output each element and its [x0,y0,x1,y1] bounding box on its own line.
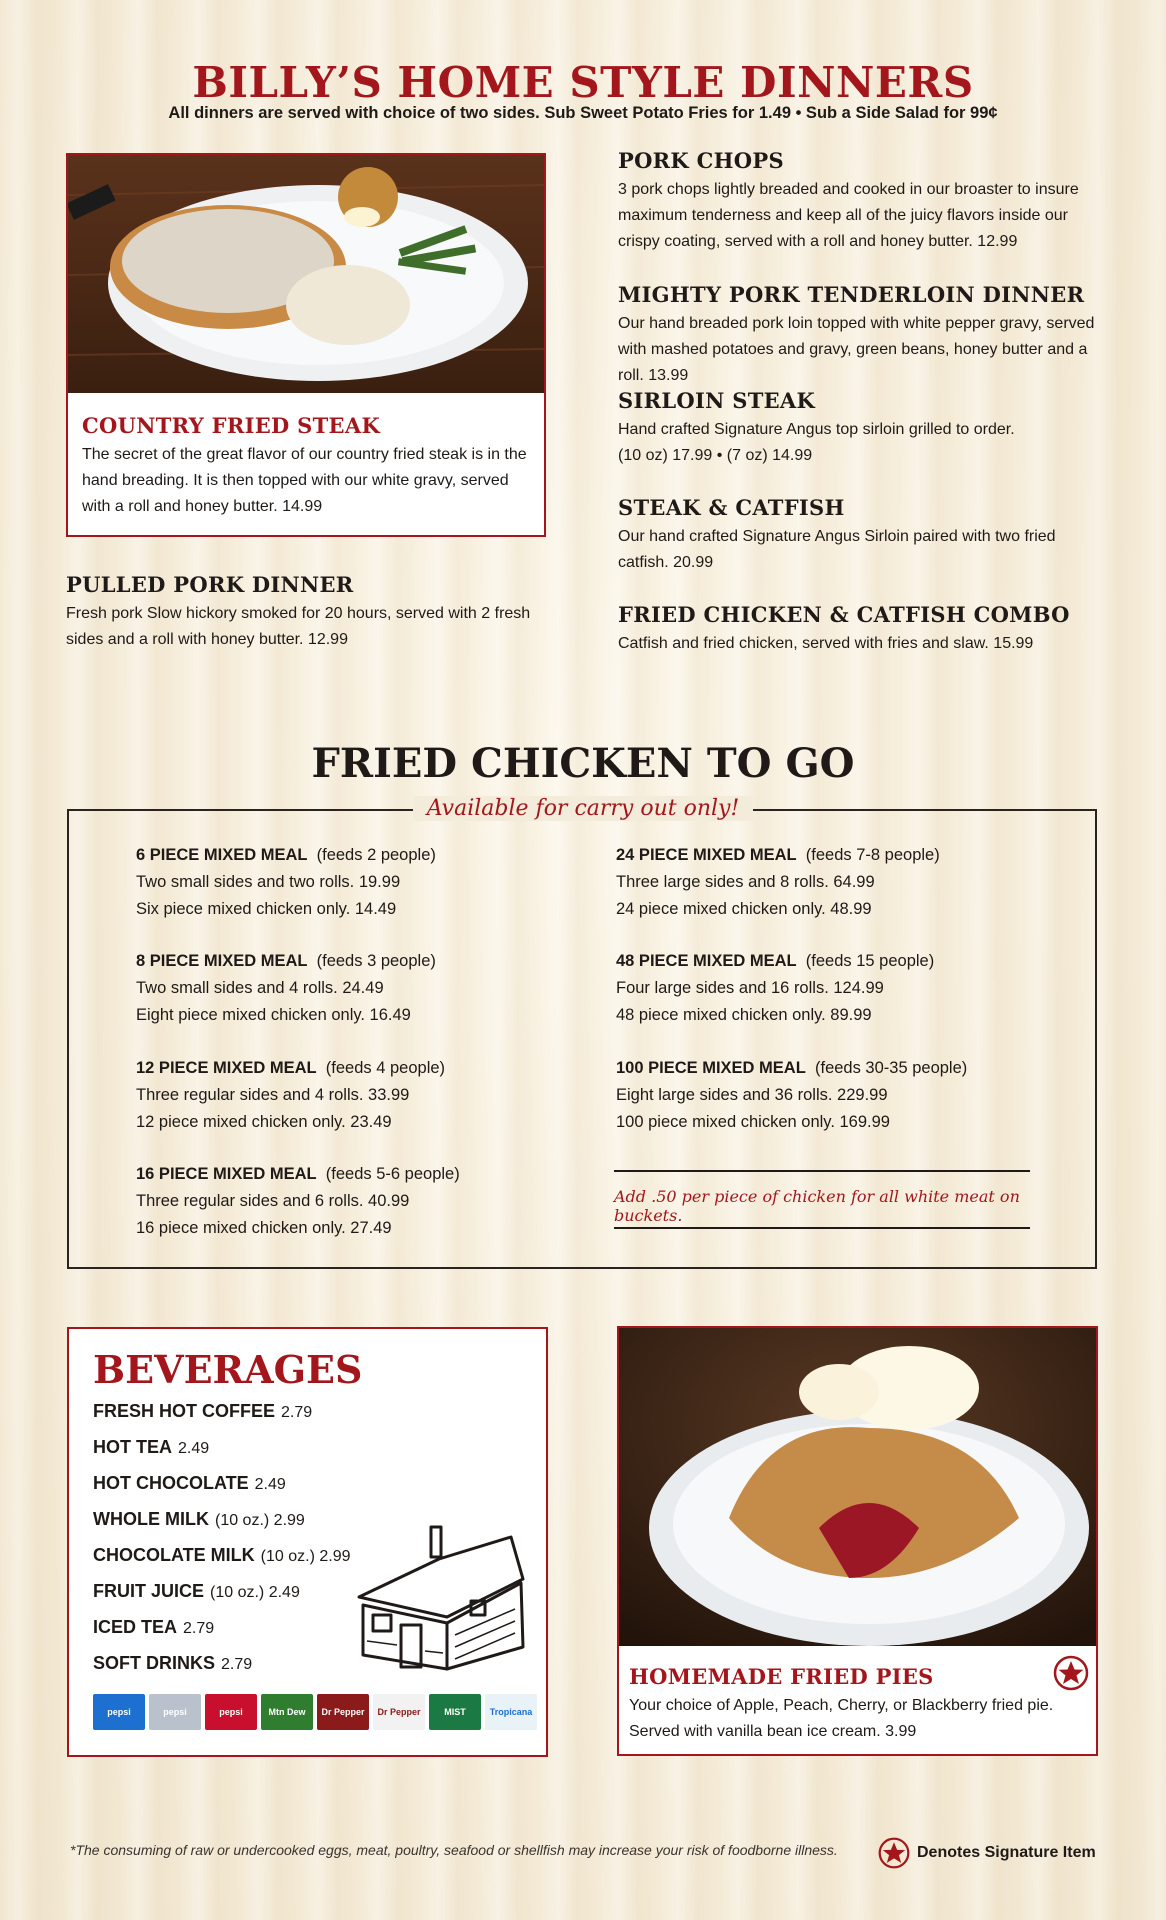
food-safety-disclaimer: *The consuming of raw or undercooked eggs, meat, poultry, seafood or shellfish may increase your risk of foodborne illness. [70,1842,838,1858]
chicken-catfish-item [618,602,1108,657]
meal-feeds: (feeds 5-6 people) [325,1165,460,1183]
beverage-item [93,1545,350,1566]
steak-catfish-item [618,495,1108,576]
meal-line1: Two small sides and two rolls. 19.99 [136,873,401,891]
country-fried-steak-title: COUNTRY FRIED STEAK [82,413,381,438]
tropicana-lemonade-logo-icon: Tropicana [485,1694,537,1730]
meal-feeds: (feeds 3 people) [316,952,436,970]
soda-logos [93,1694,533,1730]
signature-star-icon [877,1836,911,1870]
meal-feeds: (feeds 4 people) [325,1059,446,1077]
meal-line2: 16 piece mixed chicken only. 27.49 [136,1219,392,1237]
page-title: BILLY’S HOME STYLE DINNERS [192,58,974,107]
fried-pies-desc-line1: Your choice of Apple, Peach, Cherry, or Blackberry fried pie. [629,1697,1054,1714]
beverage-price: (10 oz.) 2.49 [210,1584,300,1601]
mountain-dew-logo-icon: Mtn Dew [261,1694,313,1730]
beverage-price: 2.49 [178,1440,210,1457]
beverage-price: 2.79 [183,1620,215,1637]
meal-line1: Four large sides and 16 rolls. 124.99 [616,979,884,997]
meal-item [136,948,576,1029]
meal-name: 12 PIECE MIXED MEAL [136,1059,317,1077]
pork-chops-title: PORK CHOPS [618,148,784,173]
steak-catfish-desc: Our hand crafted Signature Angus Sirloin paired with two fried catfish. 20.99 [618,528,1056,571]
meal-name: 6 PIECE MIXED MEAL [136,846,308,864]
meal-name: 100 PIECE MIXED MEAL [616,1059,806,1077]
cabin-illustration [351,1519,531,1679]
country-fried-steak-photo [68,155,544,393]
dr-pepper-logo-icon: Dr Pepper [317,1694,369,1730]
beverages-card [67,1327,548,1757]
signature-legend-text: Denotes Signature Item [917,1844,1096,1861]
meal-line1: Three large sides and 8 rolls. 64.99 [616,873,875,891]
meal-line2: Six piece mixed chicken only. 14.49 [136,900,397,918]
sirloin-title: SIRLOIN STEAK [618,388,816,413]
signature-legend [877,1836,1096,1870]
carryout-tagline: Available for carry out only! [413,796,754,821]
fried-pie-photo [619,1328,1096,1646]
signature-star-icon [1052,1654,1090,1692]
steak-catfish-title: STEAK & CATFISH [618,495,845,520]
sirloin-desc-line2: (10 oz) 17.99 • (7 oz) 14.99 [618,447,813,464]
divider [614,1170,1030,1172]
mist-logo-icon: MIST [429,1694,481,1730]
meal-feeds: (feeds 30-35 people) [814,1059,968,1077]
beverage-name: ICED TEA [93,1617,178,1637]
meal-item [616,1055,1056,1136]
beverage-price: (10 oz.) 2.99 [214,1512,305,1529]
meal-feeds: (feeds 7-8 people) [805,846,940,864]
white-meat-note: Add .50 per piece of chicken for all white meat on buckets. [614,1187,1020,1225]
beverage-name: SOFT DRINKS [93,1653,216,1673]
meal-feeds: (feeds 2 people) [316,846,436,864]
country-fried-steak-card [66,153,546,537]
pulled-pork-desc: Fresh pork Slow hickory smoked for 20 hours, served with 2 fresh sides and a roll with honey butter. 12.99 [66,605,531,648]
meal-item [136,842,576,923]
meal-line2: Eight piece mixed chicken only. 16.49 [136,1006,411,1024]
pepsi-wild-cherry-logo-icon: pepsi [205,1694,257,1730]
beverage-item [93,1509,305,1530]
fried-pies-title: HOMEMADE FRIED PIES [629,1664,934,1689]
beverage-name: CHOCOLATE MILK [93,1545,255,1565]
country-fried-steak-desc: The secret of the great flavor of our country fried steak is in the hand breading. It is then topped with our white gravy, served with a roll and honey butter. 14.99 [82,446,527,515]
meal-name: 16 PIECE MIXED MEAL [136,1165,317,1183]
beverage-item [93,1617,214,1638]
chicken-catfish-desc: Catfish and fried chicken, served with fries and slaw. 15.99 [618,635,1034,652]
meal-line2: 12 piece mixed chicken only. 23.49 [136,1113,392,1131]
diet-dr-pepper-logo-icon: Dr Pepper [373,1694,425,1730]
pork-chops-desc: 3 pork chops lightly breaded and cooked in our broaster to insure maximum tenderness and keep all of the juicy flavors inside our crispy coating, served with a roll and honey butter. 12.99 [618,181,1079,250]
page-subtitle: All dinners are served with choice of two sides. Sub Sweet Potato Fries for 1.49 • Sub a Side Salad for 99¢ [168,104,998,122]
meal-name: 24 PIECE MIXED MEAL [616,846,797,864]
beverages-title: BEVERAGES [93,1347,363,1392]
fried-pies-desc-line2: Served with vanilla bean ice cream. 3.99 [629,1723,917,1740]
pork-tenderloin-desc: Our hand breaded pork loin topped with white pepper gravy, served with mashed potatoes and gravy, green beans, honey butter and a roll. 13.99 [618,315,1095,384]
meal-line1: Three regular sides and 6 rolls. 40.99 [136,1192,410,1210]
meal-item [136,1055,576,1136]
meal-line1: Two small sides and 4 rolls. 24.49 [136,979,384,997]
meal-item [616,842,1056,923]
diet-pepsi-logo-icon: pepsi [149,1694,201,1730]
beverage-name: FRESH HOT COFFEE [93,1401,276,1421]
meal-name: 8 PIECE MIXED MEAL [136,952,308,970]
meal-name: 48 PIECE MIXED MEAL [616,952,797,970]
meal-line2: 24 piece mixed chicken only. 48.99 [616,900,872,918]
beverage-name: FRUIT JUICE [93,1581,205,1601]
sirloin-desc-line1: Hand crafted Signature Angus top sirloin grilled to order. [618,421,1015,438]
beverage-price: 2.79 [281,1404,313,1421]
beverage-item [93,1473,286,1494]
beverage-price: 2.49 [254,1476,286,1493]
beverage-name: HOT CHOCOLATE [93,1473,249,1493]
pepsi-logo-icon: pepsi [93,1694,145,1730]
beverage-price: (10 oz.) 2.99 [260,1548,351,1565]
beverage-item [93,1437,209,1458]
beverage-price: 2.79 [221,1656,253,1673]
pork-tenderloin-title: MIGHTY PORK TENDERLOIN DINNER [618,282,1085,307]
chicken-catfish-title: FRIED CHICKEN & CATFISH COMBO [618,602,1070,627]
pulled-pork-item [66,572,546,653]
sirloin-item [618,388,1108,469]
meal-line1: Three regular sides and 4 rolls. 33.99 [136,1086,410,1104]
pork-tenderloin-item [618,282,1108,389]
beverage-name: HOT TEA [93,1437,172,1457]
fried-pies-card [617,1326,1098,1756]
divider [614,1227,1030,1229]
beverage-item [93,1653,252,1674]
meal-line1: Eight large sides and 36 rolls. 229.99 [616,1086,888,1104]
meal-line2: 48 piece mixed chicken only. 89.99 [616,1006,872,1024]
fried-chicken-title: FRIED CHICKEN TO GO [311,740,855,787]
meal-item [616,948,1056,1029]
meal-feeds: (feeds 15 people) [805,952,935,970]
pork-chops-item [618,148,1108,255]
beverage-item [93,1581,300,1602]
beverage-name: WHOLE MILK [93,1509,209,1529]
beverage-item [93,1401,312,1422]
pulled-pork-title: PULLED PORK DINNER [66,572,354,597]
meal-line2: 100 piece mixed chicken only. 169.99 [616,1113,890,1131]
meal-item [136,1161,576,1242]
